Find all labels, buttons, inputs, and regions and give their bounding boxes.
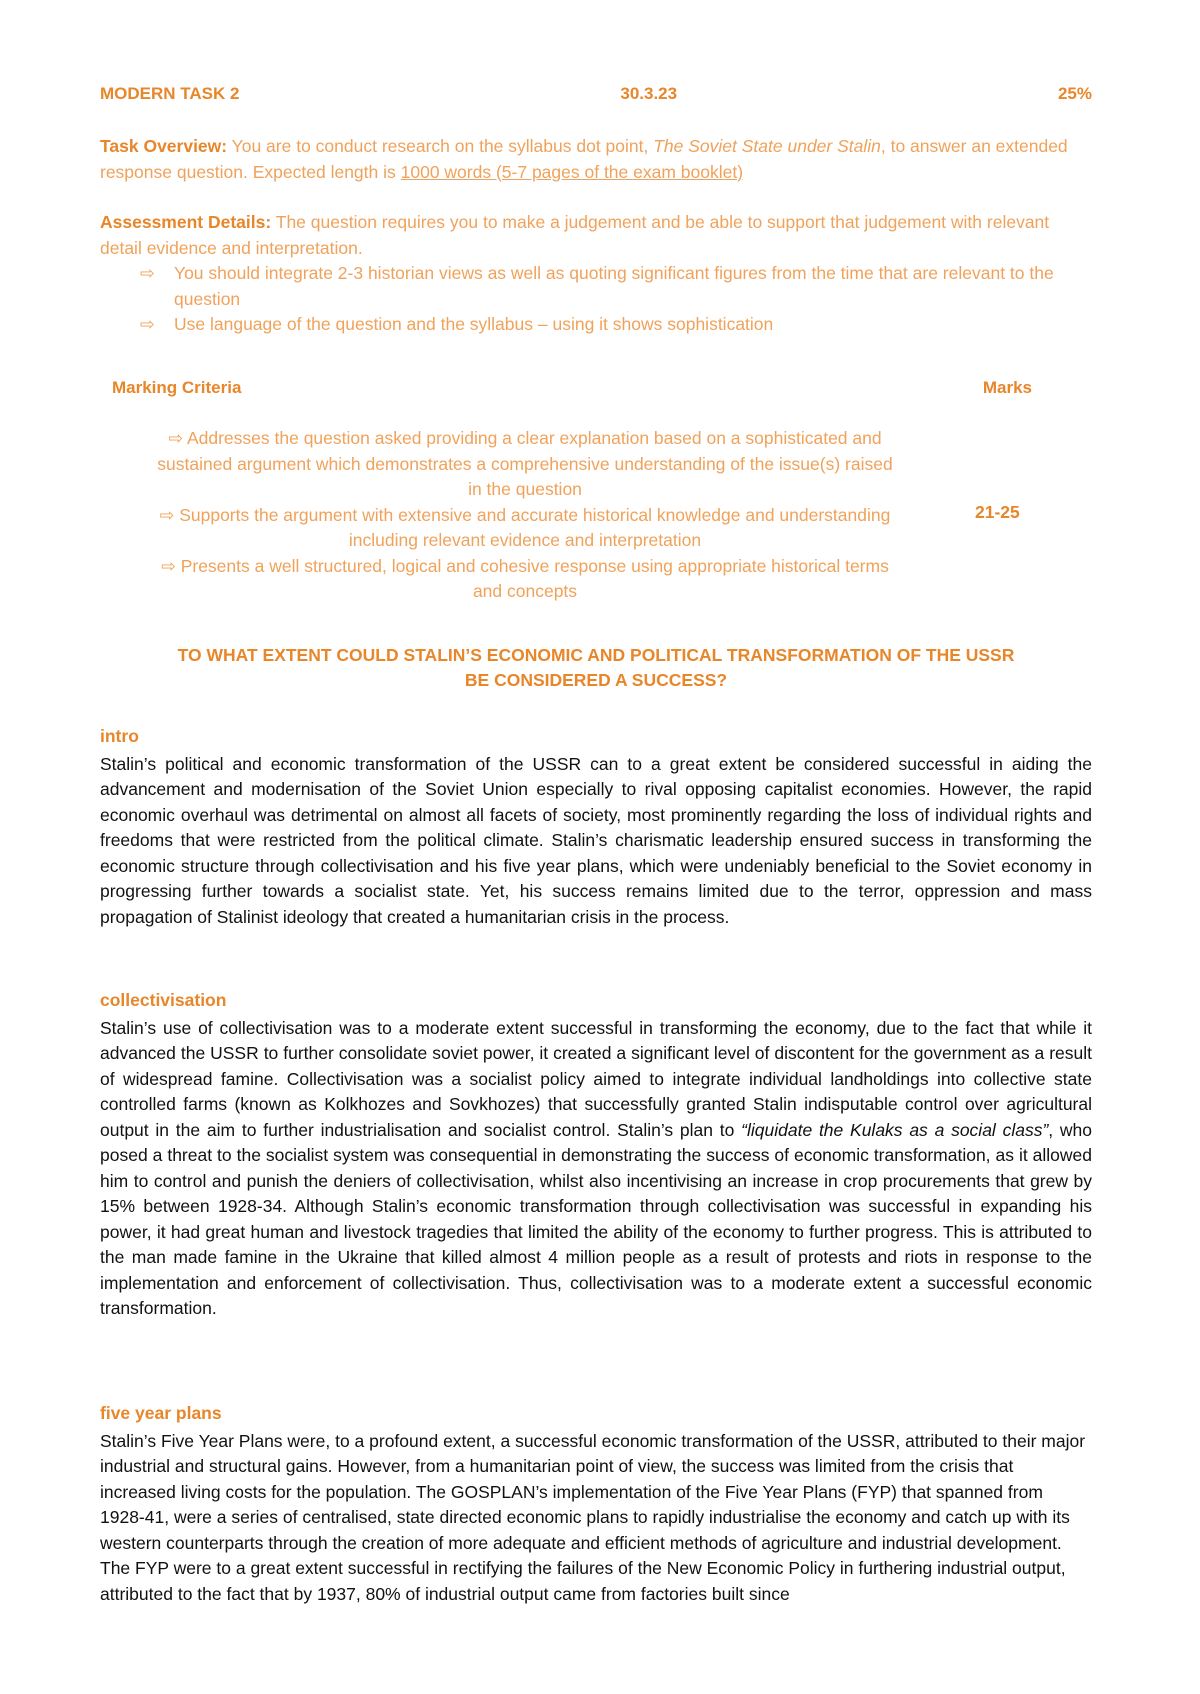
list-item bbox=[150, 503, 900, 554]
arrow-right-icon: ⇨ bbox=[168, 428, 184, 448]
marks-column-label: Marks bbox=[982, 378, 1032, 397]
paragraph-text-cont: , who posed a threat to the socialist system was consequential in demonstrating the success of economic transformation, as it allowed him to control and punish the deniers of collectivisation, whilst also incentivising an increase in crop procurements that grew by 15% between 1928-34. Although Stalin’s economic transformation through collectivisation was successful in expanding his power, it had great human and livestock tragedies that limited the ability of the economy to further progress. This is attributed to the man made famine in the Ukraine that killed almost 4 million people as a result of protests and riots in response to the implementation and enforcement of collectivisation. Thus, collectivisation was to a moderate extent a successful economic transformation. bbox=[100, 1119, 1093, 1318]
list-item bbox=[100, 261, 1092, 312]
assessment-text: The question requires you to make a judgement and be able to support that judgement with relevant detail evidence and interpretation. bbox=[100, 212, 1050, 258]
assessment-details bbox=[100, 210, 1092, 338]
question-line-1: TO WHAT EXTENT COULD STALIN’S ECONOMIC AND POLITICAL TRANSFORMATION OF THE USSR bbox=[177, 645, 1015, 665]
header-date: 30.3.23 bbox=[620, 84, 678, 103]
list-item bbox=[150, 554, 900, 605]
essay-question bbox=[100, 643, 1092, 693]
bullet-text: Use language of the question and the syllabus – using it shows sophistication bbox=[174, 314, 774, 334]
marking-criteria-header bbox=[112, 378, 1032, 398]
marks-value: 21-25 bbox=[975, 502, 1020, 522]
question-line-2: BE CONSIDERED A SUCCESS? bbox=[464, 670, 728, 690]
arrow-right-icon: ⇨ bbox=[159, 504, 175, 525]
section-intro bbox=[100, 724, 1092, 930]
criterion-text: Presents a well structured, logical and cohesive response using appropriate historical terms and concepts bbox=[180, 555, 889, 601]
header-weighting: 25% bbox=[1057, 84, 1092, 103]
arrow-right-icon: ⇨ bbox=[161, 555, 176, 576]
section-paragraph: Stalin’s political and economic transformation of the USSR can to a great extent be considered successful in aiding the advancement and modernisation of the Soviet Union especially to rival opposing capitalist economies. However, the rapid economic overhaul was detrimental on almost all facets of society, most prominently regarding the loss of individual rights and freedoms that were restricted from the political climate. Stalin’s charismatic leadership ensured success in transforming the economic structure through collectivisation and his five year plans, which were undeniably beneficial to the Soviet economy in progressing further towards a socialist state. Yet, his success remains limited due to the terror, oppression and mass propagation of Stalinist ideology that created a humanitarian crisis in the process. bbox=[100, 753, 1092, 927]
assessment-bullets bbox=[100, 261, 1092, 338]
assessment-label: Assessment Details: bbox=[100, 212, 272, 232]
syllabus-dot-point: The Soviet State under Stalin bbox=[653, 136, 881, 156]
section-title: intro bbox=[100, 726, 139, 746]
marking-criteria-list bbox=[150, 426, 900, 605]
section-paragraph bbox=[100, 1016, 1092, 1322]
arrow-right-icon: ⇨ bbox=[140, 314, 155, 334]
task-overview-text: You are to conduct research on the syllabus dot point, bbox=[227, 136, 654, 156]
criteria-column-label: Marking Criteria bbox=[112, 378, 242, 397]
task-overview-label: Task Overview: bbox=[100, 136, 228, 156]
expected-length: 1000 words (5-7 pages of the exam booklet) bbox=[400, 161, 744, 182]
paragraph-text: Stalin’s use of collectivisation was to a moderate extent successful in transforming the economy, due to the fact that while it advanced the USSR to further consolidate soviet power, it created a significant level of discontent for the government as a result of widespread famine. Collectivisation was a socialist policy aimed to integrate individual landholdings into collective state controlled farms (known as Kolkhozes and Sovkhozes) that successfully granted Stalin indisputable control over agricultural output in the aim to further industrialisation and socialist control. Stalin’s plan to bbox=[100, 1017, 1092, 1140]
list-item bbox=[150, 426, 900, 503]
bullet-text: You should integrate 2-3 historian views as well as quoting significant figures from the time that are relevant to the question bbox=[174, 263, 1054, 309]
task-overview-text-cont: , to answer an extended response question. Expected length is bbox=[100, 136, 1068, 182]
list-item bbox=[100, 312, 1092, 338]
arrow-right-icon: ⇨ bbox=[140, 263, 155, 283]
section-collectivisation bbox=[100, 988, 1092, 1322]
header-task-title: MODERN TASK 2 bbox=[100, 84, 240, 103]
section-paragraph: Stalin’s Five Year Plans were, to a profound extent, a successful economic transformation of the USSR, attributed to their major industrial and structural gains. However, from a humanitarian point of view, the success was limited from the crisis that increased living costs for the population. The GOSPLAN’s implementation of the Five Year Plans (FYP) that spanned from 1928-41, were a series of centralised, state directed economic plans to rapidly industrialise the economy and catch up with its western counterparts through the creation of more adequate and efficient methods of agriculture and industrial development. The FYP were to a great extent successful in rectifying the failures of the New Economic Policy in furthering industrial output, attributed to the fact that by 1937, 80% of industrial output came from factories built since bbox=[100, 1430, 1086, 1604]
section-title: five year plans bbox=[100, 1403, 222, 1423]
task-overview bbox=[100, 134, 1092, 185]
stalin-quote: “liquidate the Kulaks as a social class” bbox=[741, 1119, 1049, 1140]
section-title: collectivisation bbox=[100, 990, 227, 1010]
criterion-text: Supports the argument with extensive and accurate historical knowledge and understanding including relevant evidence and interpretation bbox=[179, 504, 891, 550]
criterion-text: Addresses the question asked providing a clear explanation based on a sophisticated and sustained argument which demonstrates a comprehensive understanding of the issue(s) raised in the question bbox=[157, 428, 893, 499]
section-five-year-plans bbox=[100, 1401, 1092, 1607]
page-header bbox=[100, 84, 1092, 104]
